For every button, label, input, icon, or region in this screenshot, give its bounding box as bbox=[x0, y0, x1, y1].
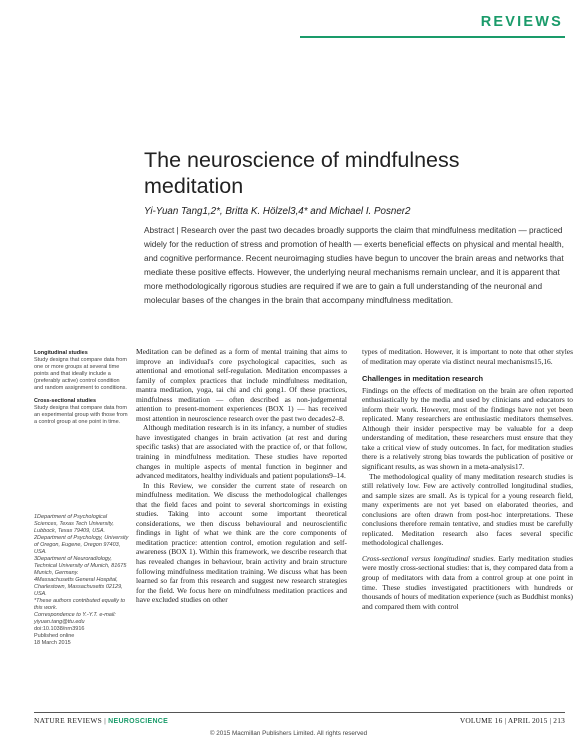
footer-rule bbox=[34, 712, 565, 713]
author-note: *These authors contributed equally to this work. bbox=[34, 598, 126, 611]
volume-info: VOLUME 16 | APRIL 2015 | 213 bbox=[459, 716, 565, 725]
affiliations-sidebar bbox=[34, 514, 130, 647]
paragraph: Meditation can be defined as a form of mental training that aims to improve an individual's core psychological capacities, such as attentional and emotional self-regulation. Meditation encompasses a family of complex practices that include mindfulness meditation, mantra meditation, yoga, tai chi and chi gong1. Of these practices, mindfulness meditation — often described as non-judgemental attention to present-moment experiences (BOX 1) — has received most attention in neuroscience research over the past two decades2–8. bbox=[136, 347, 347, 423]
glossary-term: Cross-sectional studies bbox=[34, 398, 97, 404]
paragraph: Findings on the effects of meditation on the brain are often reported enthusiastically by the media and used by clinicians and educators to inform their work. However, most of the findings have not yet been replicated. Many researchers are enthusiastic meditators themselves. Although their insider perspective may be valuable for a deep understanding of meditation, these researchers must ensure that they take a critical view of study outcomes. In fact, for meditation studies there is a relatively strong bias towards the publication of positive or significant results, as was shown in a meta-analysis17. bbox=[362, 385, 573, 472]
section-kicker: REVIEWS bbox=[480, 14, 563, 30]
journal-separator: | bbox=[102, 716, 109, 725]
journal-title: NATURE REVIEWS bbox=[34, 716, 103, 725]
paragraph: In this Review, we consider the current state of research on mindfulness meditation. We discuss the methodological challenges that the field faces and point to several shortcomings in existing studies. Taking into account some important theoretical considerations, we then discuss behavioural and neuroscientific findings in light of what we think are the core components of meditation practice: attention control, emotion regulation and self-awareness (BOX 1). Within this framework, we describe research that has revealed changes in behaviour, brain activity and brain structure following mindfulness meditation training. We discuss what has been learned so far from this research and suggest new research strategies for the field. We focus here on mindfulness meditation practices and have excluded studies on other bbox=[136, 480, 347, 605]
journal-name bbox=[34, 716, 168, 725]
correspondence: Correspondence to Y.-Y.T. e-mail: yiyuan.tang@ttu.edu bbox=[34, 612, 116, 625]
header-rule bbox=[300, 36, 565, 38]
run-in-heading: Cross-sectional versus longitudinal studies. bbox=[362, 553, 496, 563]
article-authors: Yi-Yuan Tang1,2*, Britta K. Hölzel3,4* and Michael I. Posner2 bbox=[144, 206, 411, 217]
paragraph: Although meditation research is in its infancy, a number of studies have investigated changes in brain activation (at rest and during specific tasks) that are associated with the practice of, or that follow, training in mindfulness meditation. These studies have reported changes in multiple aspects of mental function in beginner and advanced meditators, healthy individuals and patient populations9–14. bbox=[136, 423, 347, 481]
glossary-entry bbox=[34, 350, 130, 392]
glossary-definition: Study designs that compare data from one or more groups at several time points and that ideally include a (preferably active) control condition and random assignment to conditions. bbox=[34, 357, 127, 391]
affiliation: 3Department of Neuroradiology, Technical University of Munich, 81675 Munich, Germany. bbox=[34, 556, 127, 576]
paragraph: types of meditation. However, it is important to note that other styles of meditation may operate via distinct neural mechanisms15,16. bbox=[362, 347, 573, 366]
body-column-2 bbox=[362, 347, 573, 611]
affiliation: 1Department of Psychological Sciences, Texas Tech University, Lubbock, Texas 79409, USA. bbox=[34, 514, 114, 534]
published-label: Published online bbox=[34, 633, 75, 639]
section-heading: Challenges in meditation research bbox=[362, 374, 484, 384]
article-title: The neuroscience of mindfulness meditation bbox=[144, 148, 460, 198]
paragraph bbox=[362, 554, 573, 611]
paragraph: The methodological quality of many meditation research studies is still relatively low. Few are actively controlled longitudinal studies, and sample sizes are small. As is typical for a young research field, many experiments are not yet based on elaborated theories, and conclusions are often drawn from post-hoc interpretations. These conclusions therefore remain tentative, and studies must be carefully replicated. Meditation research also faces several specific methodological challenges. bbox=[362, 471, 573, 548]
affiliation: 4Massachusetts General Hospital, Charlestown, Massachusetts 02129, USA. bbox=[34, 577, 123, 597]
copyright-notice: © 2015 Macmillan Publishers Limited. All rights reserved bbox=[209, 730, 368, 737]
published-date: 18 March 2015 bbox=[34, 640, 71, 646]
glossary-definition: Study designs that compare data from an experimental group with those from a control group at one point in time. bbox=[34, 405, 128, 425]
affiliation: 2Department of Psychology, University of Oregon, Eugene, Oregon 97403, USA. bbox=[34, 535, 129, 555]
journal-section: NEUROSCIENCE bbox=[108, 718, 169, 725]
doi: doi:10.1038/nrn3916 bbox=[34, 626, 85, 632]
glossary-term: Longitudinal studies bbox=[34, 350, 88, 356]
article-abstract: Abstract | Research over the past two decades broadly supports the claim that mindfulness meditation — practiced widely for the reduction of stress and promotion of health — exerts beneficial effects on physical and mental health, and cognitive performance. Recent neuroimaging studies have begun to uncover the brain areas and networks that mediate these positive effects. However, the underlying neural mechanisms remain unclear, and it is apparent that more methodologically rigorous studies are required if we are to gain a full understanding of the neuronal and molecular bases of the changes in the brain that accompany mindfulness meditation. bbox=[144, 226, 564, 305]
paragraph-text: Early meditation studies were mostly cross-sectional studies: that is, they compared data from a group of meditators with data from a control group at one point in time. These studies investigated practitioners with hundreds or thousands of hours of meditation experience (such as Buddhist monks) and compared them with control bbox=[362, 553, 573, 611]
glossary-entry bbox=[34, 398, 130, 426]
glossary-sidebar bbox=[34, 350, 130, 432]
body-column-1 bbox=[136, 347, 347, 605]
